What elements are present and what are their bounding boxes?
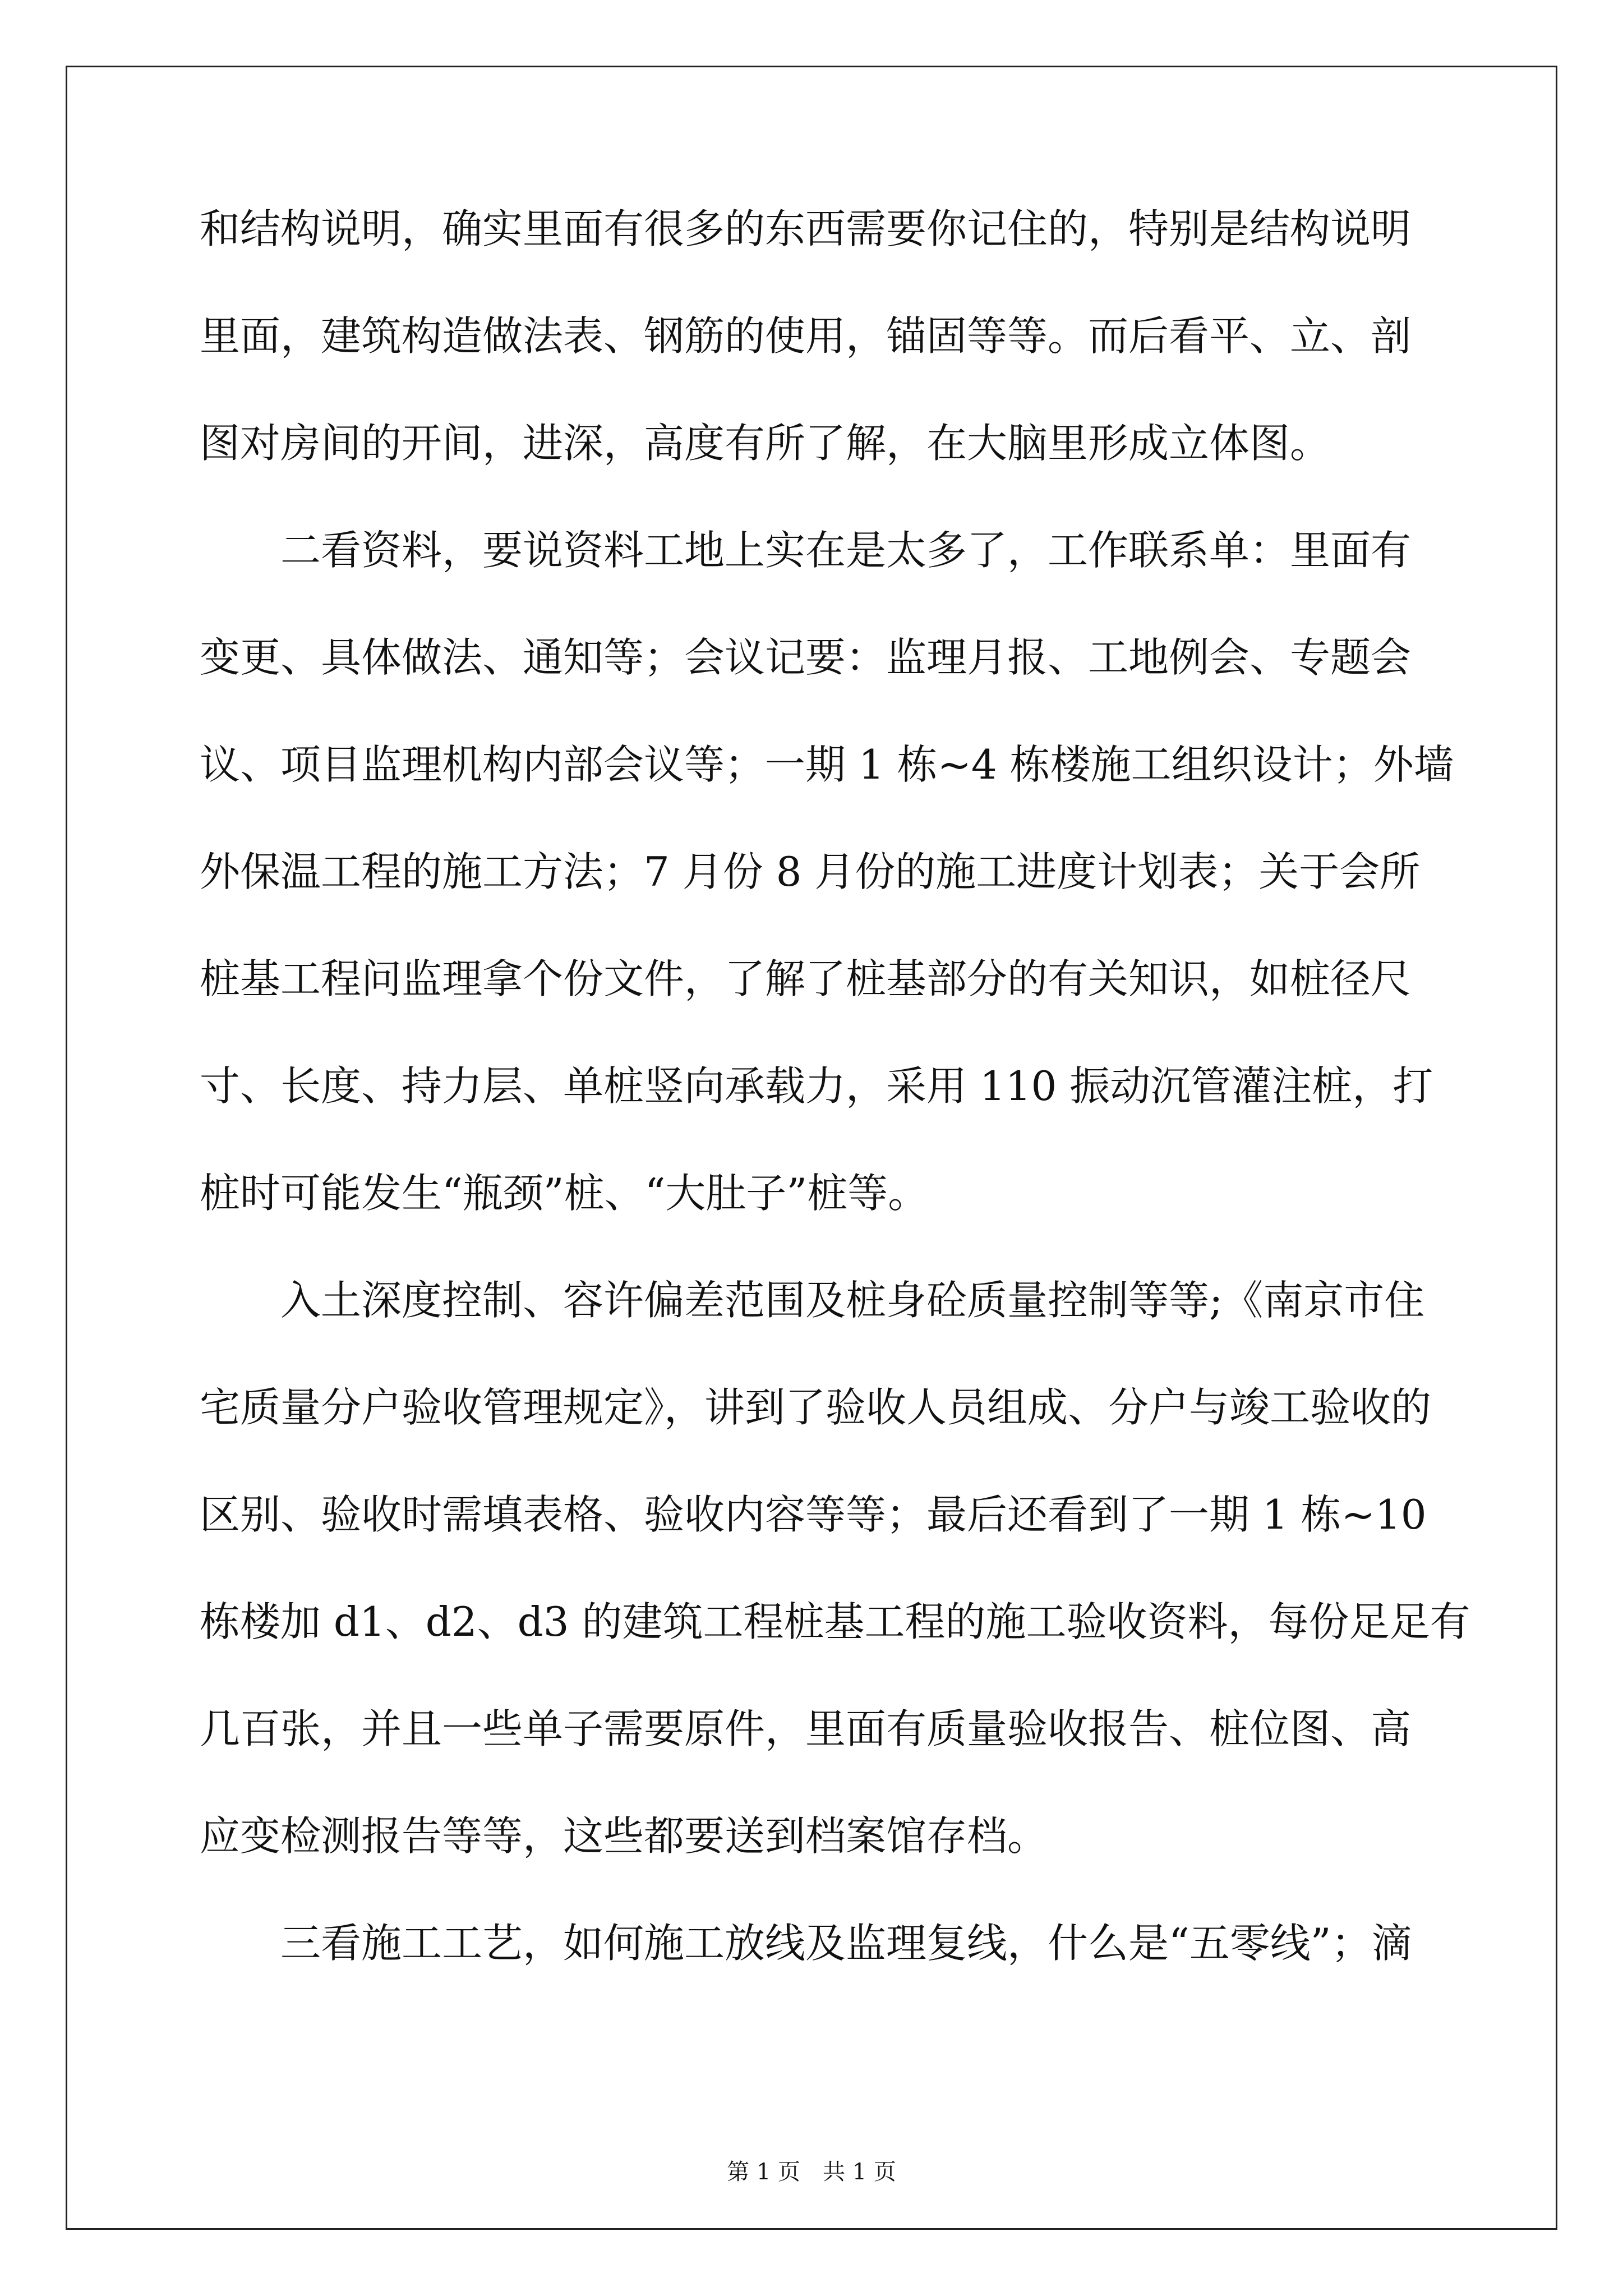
text-line: 栋楼加 d1、d2、d3 的建筑工程桩基工程的施工验收资料，每份足足有 bbox=[200, 1598, 1470, 1645]
text-line: 寸、长度、持力层、单桩竖向承载力，采用 110 振动沉管灌注桩，打 bbox=[200, 1062, 1433, 1110]
text-line: 议、项目监理机构内部会议等；一期 1 栋~4 栋楼施工组织设计；外墙 bbox=[200, 741, 1454, 788]
text-line: 外保温工程的施工方法；7 月份 8 月份的施工进度计划表；关于会所 bbox=[200, 848, 1421, 895]
text-line: 三看施工工艺，如何施工放线及监理复线，什么是“五零线”；滴 bbox=[280, 1920, 1412, 1967]
text-line: 区别、验收时需填表格、验收内容等等；最后还看到了一期 1 栋~10 bbox=[200, 1491, 1427, 1538]
text-line: 二看资料，要说资料工地上实在是太多了，工作联系单：里面有 bbox=[280, 527, 1412, 574]
text-line: 和结构说明，确实里面有很多的东西需要你记住的，特别是结构说明 bbox=[200, 205, 1412, 252]
text-line: 桩基工程问监理拿个份文件，了解了桩基部分的有关知识，如桩径尺 bbox=[200, 955, 1412, 1002]
text-line: 变更、具体做法、通知等；会议记要：监理月报、工地例会、专题会 bbox=[200, 634, 1412, 681]
page-footer bbox=[0, 2154, 1623, 2186]
text-line: 图对房间的开间，进深，高度有所了解，在大脑里形成立体图。 bbox=[200, 420, 1331, 467]
text-line: 里面，建筑构造做法表、钢筋的使用，锚固等等。而后看平、立、剖 bbox=[200, 312, 1412, 360]
text-line: 宅质量分户验收管理规定》，讲到了验收人员组成、分户与竣工验收的 bbox=[200, 1384, 1432, 1431]
text-line: 应变检测报告等等，这些都要送到档案馆存档。 bbox=[200, 1812, 1048, 1860]
text-line: 入土深度控制、容许偏差范围及桩身砼质量控制等等;《南京市住 bbox=[280, 1277, 1425, 1324]
page-number: 第 1 页 bbox=[727, 2159, 800, 2185]
text-line: 几百张，并且一些单子需要原件，里面有质量验收报告、桩位图、高 bbox=[200, 1705, 1412, 1752]
text-line: 桩时可能发生“瓶颈”桩、“大肚子”桩等。 bbox=[200, 1170, 929, 1217]
document-body bbox=[200, 205, 1470, 2030]
page-total: 共 1 页 bbox=[823, 2159, 896, 2185]
